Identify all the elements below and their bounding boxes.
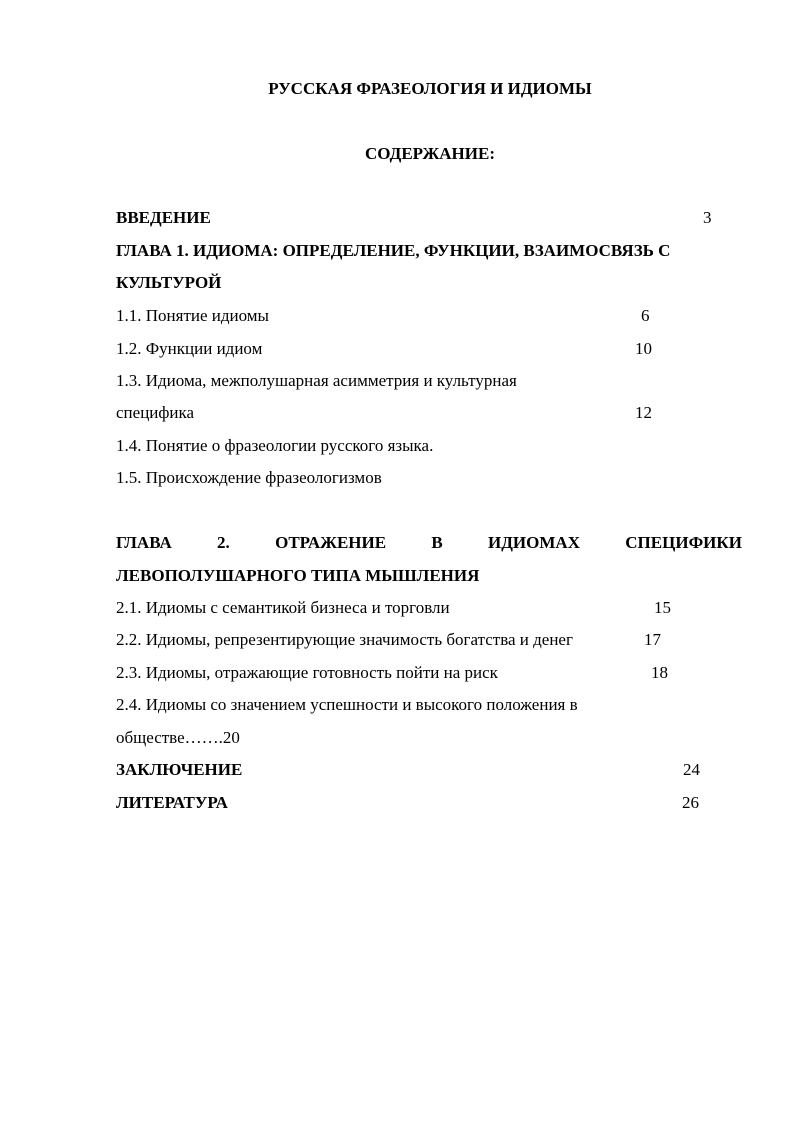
toc-chapter2-word: В — [431, 533, 443, 552]
toc-item-1-5: 1.5. Происхождение фразеологизмов — [116, 468, 382, 487]
toc-item-1-3-cont: специфика — [116, 403, 195, 422]
toc-chapter2-word: ГЛАВА — [116, 533, 172, 552]
contents-heading: СОДЕРЖАНИЕ: — [364, 144, 495, 163]
toc-intro-page: 3 — [703, 208, 712, 227]
toc-chapter1-title-cont: КУЛЬТУРОЙ — [116, 273, 222, 292]
toc-item-1-2: 1.2. Функции идиом — [116, 339, 263, 358]
toc-chapter2-word: ОТРАЖЕНИЕ — [275, 533, 387, 552]
toc-chapter2-title-cont: ЛЕВОПОЛУШАРНОГО ТИПА МЫШЛЕНИЯ — [116, 566, 480, 585]
toc-chapter2-word: СПЕЦИФИКИ — [625, 533, 742, 552]
toc-item-2-1-page: 15 — [654, 598, 671, 617]
toc-item-2-2-page: 17 — [644, 630, 661, 649]
toc-literature-page: 26 — [682, 793, 699, 812]
document-title: РУССКАЯ ФРАЗЕОЛОГИЯ И ИДИОМЫ — [268, 79, 592, 98]
toc-chapter2-title — [116, 533, 742, 553]
toc-item-1-2-page: 10 — [635, 339, 652, 358]
toc-item-2-3: 2.3. Идиомы, отражающие готовность пойти на риск — [116, 663, 498, 682]
toc-item-1-1-page: 6 — [641, 306, 650, 325]
toc-chapter2-word: ИДИОМАХ — [488, 533, 580, 552]
toc-conclusion-page: 24 — [683, 760, 700, 779]
toc-item-1-3: 1.3. Идиома, межполушарная асимметрия и культурная — [116, 371, 517, 390]
toc-literature-label: ЛИТЕРАТУРА — [116, 793, 228, 812]
toc-item-2-1: 2.1. Идиомы с семантикой бизнеса и торговли — [116, 598, 450, 617]
toc-conclusion-label: ЗАКЛЮЧЕНИЕ — [116, 760, 243, 779]
toc-item-1-1: 1.1. Понятие идиомы — [116, 306, 269, 325]
toc-item-2-4: 2.4. Идиомы со значением успешности и высокого положения в — [116, 695, 578, 714]
toc-chapter1-title: ГЛАВА 1. ИДИОМА: ОПРЕДЕЛЕНИЕ, ФУНКЦИИ, ВЗАИМОСВЯЗЬ С — [116, 241, 671, 260]
toc-intro-label: ВВЕДЕНИЕ — [116, 208, 211, 227]
toc-item-2-4-cont: обществе…….20 — [116, 728, 240, 747]
toc-item-2-2: 2.2. Идиомы, репрезентирующие значимость богатства и денег — [116, 630, 573, 649]
toc-item-1-4: 1.4. Понятие о фразеологии русского языка. — [116, 436, 434, 455]
toc-item-2-3-page: 18 — [651, 663, 668, 682]
toc-chapter2-word: 2. — [217, 533, 230, 552]
toc-item-1-3-page: 12 — [635, 403, 652, 422]
